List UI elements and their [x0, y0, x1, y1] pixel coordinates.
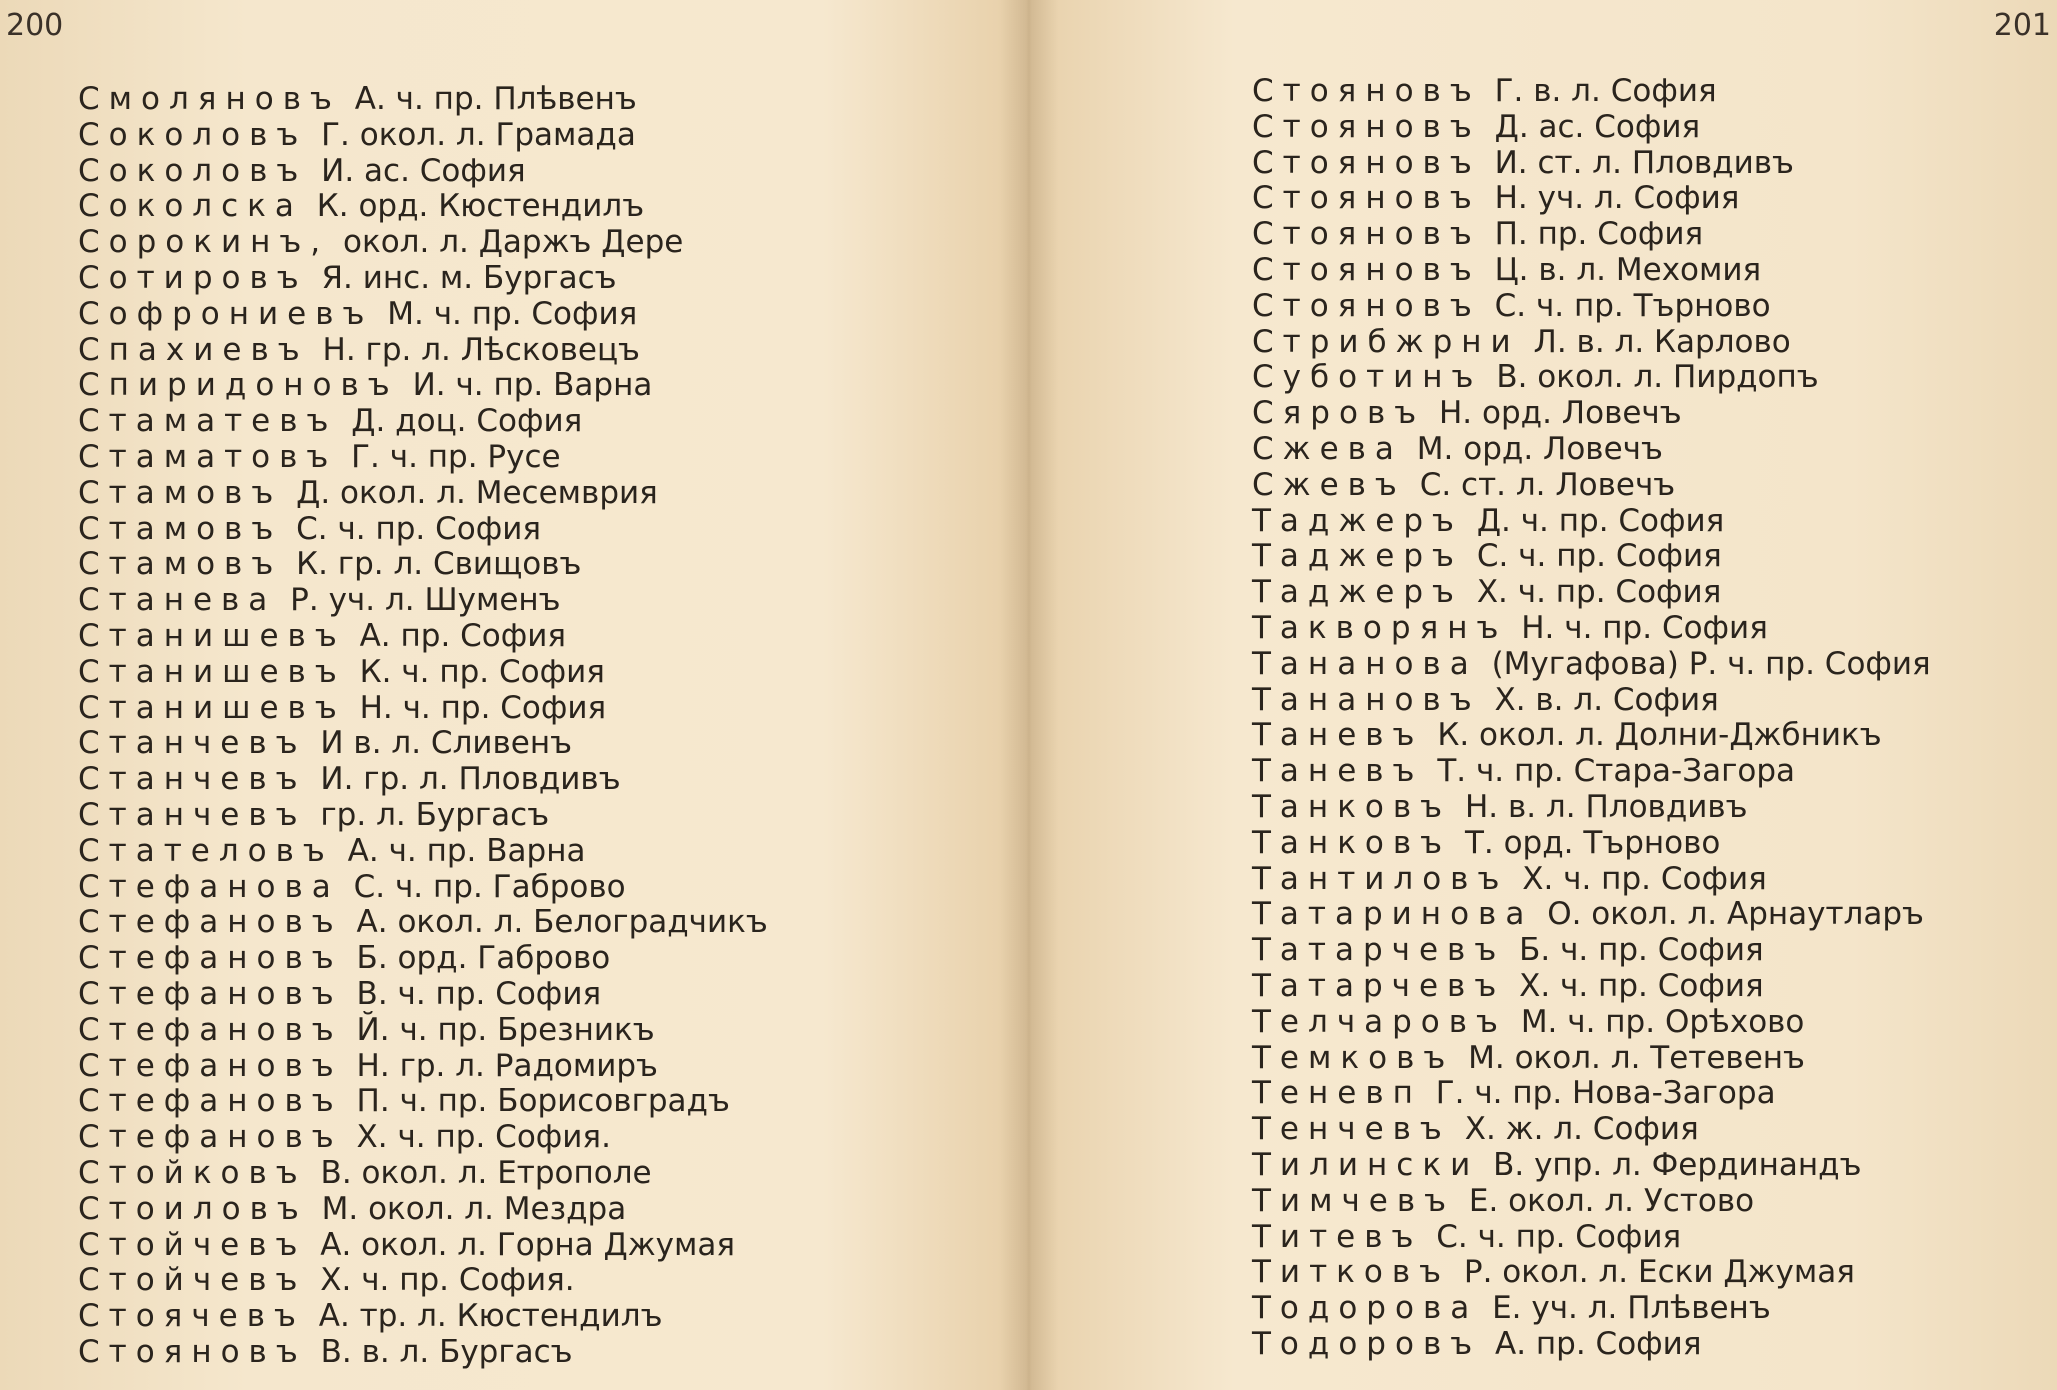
entry-surname: Сотировъ: [78, 259, 308, 296]
list-item: [1252, 1076, 1931, 1112]
entry-surname: Стояновъ: [1252, 180, 1481, 217]
entry-details: Р. уч. л. Шуменъ: [290, 582, 561, 619]
list-item: [78, 977, 768, 1013]
list-item: [78, 762, 768, 798]
entry-surname: Тилински: [1252, 1146, 1480, 1183]
list-item: [78, 440, 768, 476]
entry-surname: Станишевъ: [78, 689, 346, 726]
list-item: [78, 870, 768, 906]
entry-details: А. ч. пр. Варна: [347, 832, 586, 869]
entry-surname: Стаматовъ: [78, 438, 338, 475]
list-item: [78, 798, 768, 834]
list-item: [1252, 1148, 1931, 1184]
list-item: [1252, 110, 1931, 146]
entry-surname: Стояновъ: [1252, 108, 1481, 145]
entry-details: Н. гр. л. Лѣсковецъ: [322, 331, 640, 368]
entry-details: Х. ч. пр. София: [1519, 967, 1764, 1004]
entry-details: Я. инс. м. Бургасъ: [321, 259, 617, 296]
entry-surname: Станева: [78, 582, 277, 619]
list-item: [78, 547, 768, 583]
entry-surname: Смоляновъ: [78, 81, 341, 117]
entry-surname: Титевъ: [1252, 1218, 1423, 1255]
entry-details: М. окол. л. Мездра: [321, 1190, 627, 1227]
list-item: [1252, 862, 1931, 898]
entry-details: А. окол. л. Белоградчикъ: [356, 904, 768, 941]
entry-details: Н. уч. л. София: [1494, 180, 1740, 217]
entry-details: Б. ч. пр. София: [1519, 932, 1764, 969]
entry-details: (Мугафова) Р. ч. пр. София: [1491, 645, 1931, 682]
entry-surname: Тодорова: [1252, 1290, 1479, 1327]
entry-surname: Станишевъ: [78, 617, 346, 654]
list-item: [1252, 468, 1931, 504]
entry-details: Н. в. л. Пловдивъ: [1464, 788, 1748, 825]
entry-details: Т. ч. пр. Стара-Загора: [1437, 753, 1795, 790]
entry-details: П. ч. пр. Борисовградъ: [356, 1083, 730, 1120]
entry-details: Р. окол. л. Ески Джумая: [1463, 1254, 1855, 1291]
list-item: [78, 225, 768, 261]
entry-details: Й. ч. пр. Брезникъ: [356, 1011, 655, 1048]
list-item: [78, 512, 768, 548]
list-item: [1252, 1291, 1931, 1327]
entry-surname: Таджеръ: [1252, 538, 1463, 575]
entry-surname: Станишевъ: [78, 653, 346, 690]
list-item: [78, 726, 768, 762]
entry-details: Д. ч. пр. София: [1476, 502, 1725, 539]
list-item: [1252, 718, 1931, 754]
entry-details: А. пр. София: [359, 617, 567, 654]
list-item: [78, 583, 768, 619]
entry-details: С. ч. пр. София: [296, 510, 542, 547]
entry-list: [78, 82, 768, 1371]
entry-surname: Стамовъ: [78, 546, 283, 583]
entry-surname: Тананова: [1252, 645, 1478, 682]
entry-details: М. ч. пр. София: [387, 295, 638, 332]
entry-surname: Станчевъ: [78, 725, 307, 762]
entry-details: И. ст. л. Пловдивъ: [1494, 144, 1794, 181]
list-item: [78, 1120, 768, 1156]
entry-details: А. пр. София: [1494, 1325, 1702, 1362]
entry-details: Ц. в. л. Мехомия: [1494, 251, 1762, 288]
list-item: [1252, 1327, 1931, 1363]
entry-details: Г. ч. пр. Русе: [351, 438, 561, 475]
entry-surname: Тимчевъ: [1252, 1182, 1456, 1219]
entry-surname: Тодоровъ: [1252, 1325, 1482, 1362]
entry-surname: Стойчевъ: [78, 1226, 307, 1263]
list-item: [78, 118, 768, 154]
list-item: [78, 333, 768, 369]
list-item: [1252, 1220, 1931, 1256]
list-item: [78, 1228, 768, 1264]
entry-details: В. ч. пр. София: [356, 975, 602, 1012]
entry-surname: Стрибжрни: [1252, 323, 1520, 360]
list-item: [1252, 539, 1931, 575]
entry-details: К. окол. л. Долни-Джбникъ: [1437, 717, 1882, 754]
entry-details: К. гр. л. Свищовъ: [296, 546, 582, 583]
list-item: [78, 1084, 768, 1120]
entry-details: Д. окол. л. Месемврия: [296, 474, 658, 511]
list-item: [1252, 826, 1931, 862]
list-item: [1252, 683, 1931, 719]
entry-details: И. ч. пр. Варна: [412, 367, 653, 404]
list-item: [78, 1263, 768, 1299]
entry-details: Х. ч. пр. София.: [320, 1262, 575, 1299]
entry-surname: Такворянъ: [1252, 609, 1508, 646]
entry-details: П. пр. София: [1494, 216, 1704, 253]
entry-surname: Стаматевъ: [78, 403, 338, 440]
list-item: [1252, 325, 1931, 361]
entry-surname: Суботинъ: [1252, 359, 1483, 396]
entry-surname: Таневъ: [1252, 753, 1424, 790]
entry-surname: Соколовъ: [78, 116, 308, 153]
entry-surname: Стойковъ: [78, 1154, 307, 1191]
entry-surname: Стефановъ: [78, 1047, 343, 1084]
list-item: [78, 1335, 768, 1371]
list-item: [78, 905, 768, 941]
entry-details: С. ч. пр. София: [1436, 1218, 1682, 1255]
list-item: [1252, 647, 1931, 683]
entry-surname: Стояновъ: [1252, 73, 1481, 109]
entry-details: Г. в. л. София: [1494, 73, 1717, 109]
entry-details: А. окол. л. Горна Джумая: [320, 1226, 736, 1263]
list-item: [1252, 897, 1931, 933]
entry-surname: Станчевъ: [78, 761, 307, 798]
list-item: [78, 1049, 768, 1085]
list-item: [1252, 253, 1931, 289]
entry-surname: Сорокинъ,: [78, 224, 330, 261]
list-item: [78, 261, 768, 297]
entry-details: С. ст. л. Ловечъ: [1419, 466, 1676, 503]
entry-surname: Тантиловъ: [1252, 860, 1509, 897]
entry-surname: Стефановъ: [78, 1119, 343, 1156]
list-item: [1252, 217, 1931, 253]
entry-surname: Станчевъ: [78, 796, 307, 833]
entry-surname: Спиридоновъ: [78, 367, 399, 404]
entry-details: Х. ч. пр. София: [1476, 574, 1722, 611]
entry-details: Х. ж. л. София: [1464, 1111, 1699, 1148]
list-item: [1252, 432, 1931, 468]
list-item: [78, 82, 768, 118]
list-item: [78, 691, 768, 727]
entry-surname: Стояновъ: [1252, 216, 1481, 253]
entry-surname: Таневъ: [1252, 717, 1424, 754]
list-item: [78, 189, 768, 225]
entry-details: И. ас. София: [321, 152, 526, 189]
list-item: [1252, 1184, 1931, 1220]
list-item: [1252, 754, 1931, 790]
entry-surname: Татарчевъ: [1252, 932, 1506, 969]
entry-surname: Стояновъ: [1252, 287, 1481, 324]
entry-details: С. ч. пр. Габрово: [353, 868, 626, 905]
entry-surname: Татаринова: [1252, 896, 1534, 933]
entry-surname: Титковъ: [1252, 1254, 1451, 1291]
list-item: [78, 1156, 768, 1192]
entry-details: Д. ас. София: [1494, 108, 1701, 145]
entry-details: Н. ч. пр. София: [1521, 609, 1768, 646]
entry-surname: Тенчевъ: [1252, 1111, 1451, 1148]
entry-details: Х. ч. пр. София.: [356, 1119, 611, 1156]
entry-details: Е. окол. л. Устово: [1468, 1182, 1755, 1219]
right-page: [1040, 0, 2057, 1390]
entry-details: Н. орд. Ловечъ: [1438, 395, 1682, 432]
entry-surname: Татарчевъ: [1252, 967, 1506, 1004]
entry-surname: Темковъ: [1252, 1039, 1455, 1076]
entry-details: А. ч. пр. Плѣвенъ: [354, 81, 637, 117]
entry-surname: Таджеръ: [1252, 574, 1463, 611]
entry-details: М. окол. л. Тетевенъ: [1468, 1039, 1805, 1076]
list-item: [1252, 611, 1931, 647]
entry-surname: Стамовъ: [78, 510, 283, 547]
entry-details: Е. уч. л. Плѣвенъ: [1492, 1290, 1771, 1327]
entry-surname: Стефановъ: [78, 1083, 343, 1120]
entry-details: Б. орд. Габрово: [356, 940, 611, 977]
list-item: [1252, 360, 1931, 396]
list-item: [1252, 1112, 1931, 1148]
entry-details: Г. окол. л. Грамада: [321, 116, 636, 153]
entry-details: Г. ч. пр. Нова-Загора: [1435, 1075, 1776, 1112]
list-item: [78, 368, 768, 404]
entry-details: В. окол. л. Пирдопъ: [1496, 359, 1819, 396]
page-number: 201: [1993, 8, 2051, 43]
list-item: [1252, 1041, 1931, 1077]
entry-details: М. орд. Ловечъ: [1416, 430, 1663, 467]
list-item: [78, 297, 768, 333]
entry-surname: Телчаровъ: [1252, 1003, 1507, 1040]
entry-details: К. ч. пр. София: [359, 653, 605, 690]
entry-details: В. окол. л. Етрополе: [320, 1154, 652, 1191]
list-item: [1252, 1255, 1931, 1291]
entry-surname: Сжевъ: [1252, 466, 1406, 503]
list-item: [78, 619, 768, 655]
entry-details: Д. доц. София: [351, 403, 583, 440]
list-item: [78, 1013, 768, 1049]
list-item: [78, 1192, 768, 1228]
entry-surname: Стояновъ: [1252, 144, 1481, 181]
entry-details: В. упр. л. Фердинандъ: [1493, 1146, 1862, 1183]
entry-details: А. тр. л. Кюстендилъ: [318, 1298, 663, 1335]
entry-details: С. ч. пр. Търново: [1494, 287, 1771, 324]
entry-surname: Стателовъ: [78, 832, 334, 869]
list-item: [1252, 1005, 1931, 1041]
entry-details: М. ч. пр. Орѣхово: [1520, 1003, 1805, 1040]
entry-details: Н. ч. пр. София: [359, 689, 607, 726]
entry-details: О. окол. л. Арнаутларъ: [1547, 896, 1924, 933]
list-item: [1252, 504, 1931, 540]
entry-surname: Стефановъ: [78, 904, 343, 941]
list-item: [78, 154, 768, 190]
entry-surname: Соколовъ: [78, 152, 308, 189]
entry-surname: Таджеръ: [1252, 502, 1463, 539]
entry-details: Н. гр. л. Радомиръ: [356, 1047, 658, 1084]
list-item: [1252, 146, 1931, 182]
entry-details: гр. л. Бургасъ: [320, 796, 550, 833]
entry-details: Х. в. л. София: [1494, 681, 1719, 718]
entry-surname: Танковъ: [1252, 788, 1452, 825]
entry-details: В. в. л. Бургасъ: [320, 1333, 573, 1370]
entry-surname: Танковъ: [1252, 824, 1452, 861]
entry-surname: Стамовъ: [78, 474, 283, 511]
entry-surname: Стойчевъ: [78, 1262, 307, 1299]
entry-details: Т. орд. Търново: [1464, 824, 1721, 861]
entry-details: С. ч. пр. София: [1476, 538, 1722, 575]
entry-details: Х. ч. пр. София: [1522, 860, 1767, 897]
entry-surname: Танановъ: [1252, 681, 1481, 718]
list-item: [1252, 74, 1931, 110]
entry-surname: Стефанова: [78, 868, 340, 905]
entry-surname: Спахиевъ: [78, 331, 309, 368]
entry-details: Л. в. л. Карлово: [1533, 323, 1791, 360]
entry-details: И. гр. л. Пловдивъ: [320, 761, 621, 798]
entry-surname: Стефановъ: [78, 940, 343, 977]
list-item: [1252, 181, 1931, 217]
entry-surname: Стояновъ: [1252, 251, 1481, 288]
list-item: [78, 834, 768, 870]
list-item: [1252, 289, 1931, 325]
list-item: [78, 1299, 768, 1335]
list-item: [78, 476, 768, 512]
list-item: [1252, 933, 1931, 969]
list-item: [78, 655, 768, 691]
list-item: [78, 404, 768, 440]
entry-surname: Сяровъ: [1252, 395, 1426, 432]
entry-details: окол. л. Даржъ Дере: [343, 224, 684, 261]
entry-surname: Стоиловъ: [78, 1190, 308, 1227]
list-item: [1252, 969, 1931, 1005]
entry-surname: Теневп: [1252, 1075, 1422, 1112]
entry-surname: Стефановъ: [78, 1011, 343, 1048]
entry-list: [1252, 74, 1931, 1363]
entry-surname: Стоячевъ: [78, 1298, 305, 1335]
entry-surname: Софрониевъ: [78, 295, 374, 332]
entry-details: К. орд. Кюстендилъ: [316, 188, 645, 225]
entry-surname: Стояновъ: [78, 1333, 307, 1370]
page-number: 200: [6, 8, 64, 43]
entry-surname: Сжева: [1252, 430, 1403, 467]
entry-surname: Стефановъ: [78, 975, 343, 1012]
list-item: [1252, 790, 1931, 826]
list-item: [78, 941, 768, 977]
entry-surname: Соколска: [78, 188, 303, 225]
left-page: [0, 0, 1020, 1390]
list-item: [1252, 396, 1931, 432]
entry-details: И в. л. Сливенъ: [320, 725, 573, 762]
list-item: [1252, 575, 1931, 611]
